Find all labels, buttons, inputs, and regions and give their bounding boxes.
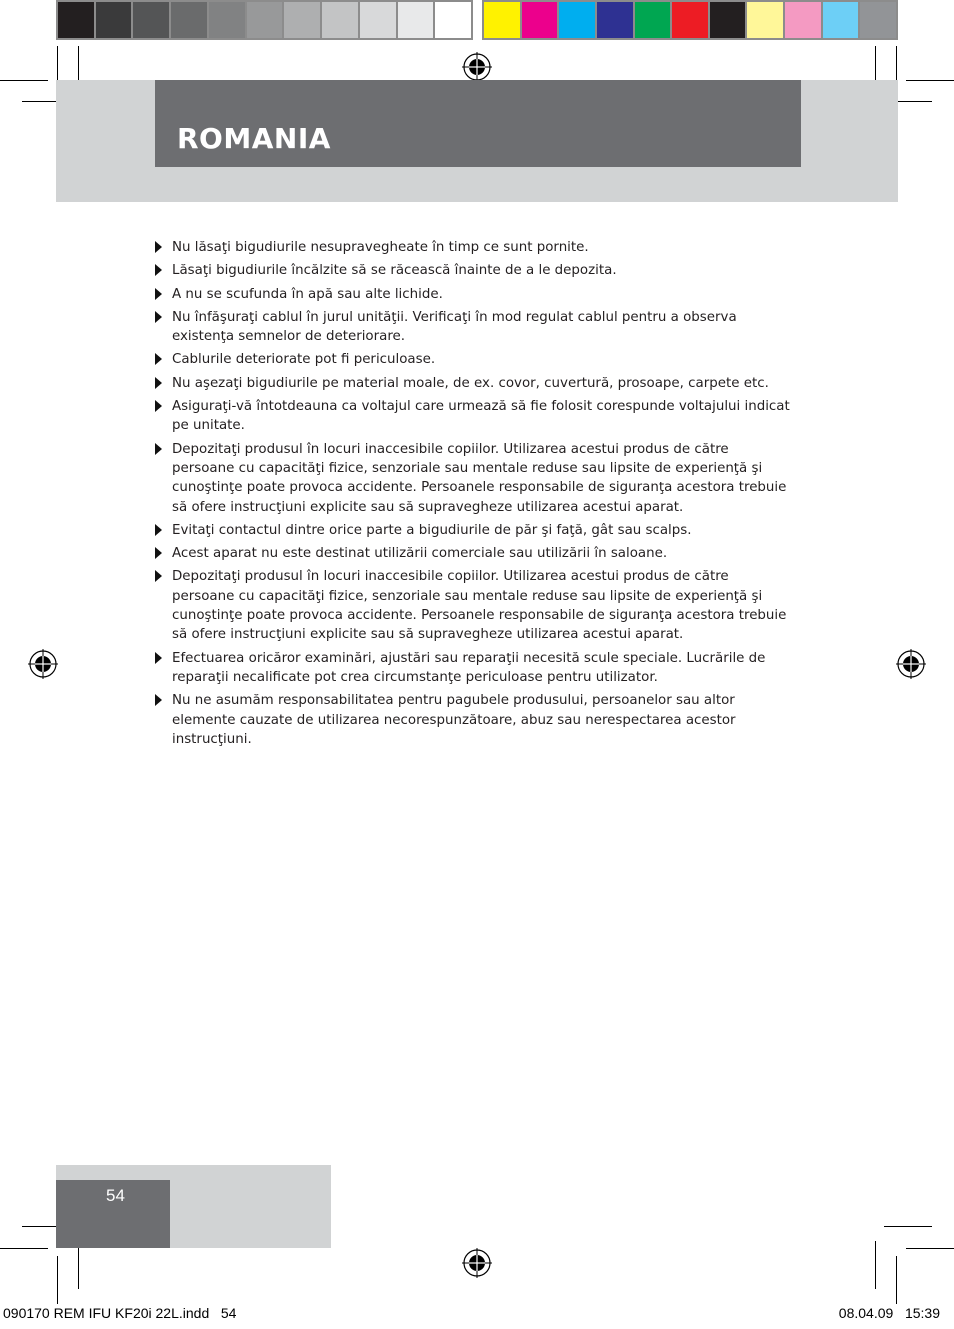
bullet-text: A nu se scufunda în apă sau alte lichide. [172,286,443,302]
registration-mark-icon [462,52,492,82]
registration-mark-icon [896,649,926,679]
triangle-bullet-icon [155,524,162,536]
gray-swatch [96,2,132,38]
bullet-item [153,374,793,393]
gray-swatch [284,2,320,38]
color-swatch [635,2,671,38]
color-swatch [747,2,783,38]
bullet-item [153,440,793,517]
gray-swatch [209,2,245,38]
bullet-item [153,691,793,749]
bullet-text: Evitaţi contactul dintre orice parte a bigudiurile de păr şi faţă, gât sau scalps. [172,522,692,538]
crop-mark [0,80,48,81]
bullet-text: Depozitaţi produsul în locuri inaccesibile copiilor. Utilizarea acestui produs de către persoane cu capacităţi fizice, senzoriale sau mentale reduse sau lipsite de experienţă şi cunoştinţe poate provoca accidente. Persoanele responsabile de siguranţa acestora trebuie să ofere instrucţiuni explicite sau să supravegheze utilizarea acestui aparat. [172,569,787,643]
crop-mark [0,1248,48,1249]
bullet-text: Nu înfăşuraţi cablul în jurul unităţii. Verificaţi în mod regulat cablul pentru a observa existenţa semnelor de deteriorare. [172,309,737,345]
bullet-text: Acest aparat nu este destinat utilizării comerciale sau utilizării în saloane. [172,546,668,562]
bullet-text: Asiguraţi-vă întotdeauna ca voltajul care urmează să fie folosit corespunde voltajului indicat pe unitate. [172,399,790,434]
bullet-item [153,350,793,369]
color-swatch [597,2,633,38]
gray-swatch [58,2,94,38]
registration-mark-icon [462,1248,492,1278]
bullet-text: Efectuarea oricăror examinări, ajustări sau reparaţii necesită scule speciale. Lucrările de reparaţii necalificate pot crea circumstanţe periculoase pentru utilizator. [172,650,766,685]
bullet-item [153,521,793,540]
color-swatch [672,2,708,38]
bullet-item [153,285,793,304]
triangle-bullet-icon [155,264,162,276]
gray-swatch [322,2,358,38]
bullet-text: Lăsaţi bigudiurile încălzite să se răcească înainte de a le depozita. [172,263,617,279]
crop-mark [78,1241,79,1289]
crop-mark [875,1241,876,1289]
bullet-item [153,397,793,436]
triangle-bullet-icon [155,547,162,559]
gray-swatch [133,2,169,38]
bullet-text: Cablurile deteriorate pot fi periculoase. [172,352,436,368]
bullet-item [153,238,793,257]
color-swatch [484,2,520,38]
page-number: 54 [106,1186,125,1205]
page-title: ROMANIA [177,122,331,155]
color-bar [56,0,898,40]
color-swatch [559,2,595,38]
bullet-text: Nu aşezaţi bigudiurile pe material moale, de ex. covor, cuvertură, prosoape, carpete etc. [172,375,769,391]
color-swatch [823,2,859,38]
color-swatch [860,2,896,38]
bullet-item [153,308,793,347]
gray-swatch [247,2,283,38]
slug-filename: 090170 REM IFU KF20i 22L.indd 54 [3,1305,237,1321]
triangle-bullet-icon [155,241,162,253]
grayscale-swatches [56,0,473,40]
bullet-item [153,567,793,644]
bullet-item [153,544,793,563]
color-swatch [522,2,558,38]
registration-mark-icon [28,649,58,679]
triangle-bullet-icon [155,652,162,664]
crop-mark [884,1226,932,1227]
triangle-bullet-icon [155,570,162,582]
crop-mark [906,1248,954,1249]
triangle-bullet-icon [155,353,162,365]
triangle-bullet-icon [155,443,162,455]
gray-swatch [360,2,396,38]
color-swatch [785,2,821,38]
color-swatches [482,0,898,40]
crop-mark [906,80,954,81]
bullet-text: Nu lăsaţi bigudiurile nesupravegheate în timp ce sunt pornite. [172,240,589,255]
triangle-bullet-icon [155,400,162,412]
gray-swatch [171,2,207,38]
gray-swatch [435,2,471,38]
bullet-text: Depozitaţi produsul în locuri inaccesibile copiilor. Utilizarea acestui produs de către persoane cu capacităţi fizice, senzoriale sau mentale reduse sau lipsite de experienţă şi cunoştinţe poate provoca accidente. Persoanele responsabile de siguranţa acestora trebuie să ofere instrucţiuni explicite sau să supravegheze utilizarea acestui aparat. [172,441,787,515]
safety-instructions-list [153,238,793,753]
bullet-text: Nu ne asumăm responsabilitatea pentru pagubele produsului, persoanelor sau altor elemente cauzate de utilizarea necorespunzătoare, abuz sau nerespectarea acestor instrucţiuni. [172,693,736,747]
crop-mark [896,1256,897,1304]
triangle-bullet-icon [155,694,162,706]
triangle-bullet-icon [155,377,162,389]
triangle-bullet-icon [155,311,162,323]
gray-swatch [398,2,434,38]
slug-timestamp: 08.04.09 15:39 [838,1305,940,1321]
color-swatch [710,2,746,38]
bullet-item [153,649,793,688]
triangle-bullet-icon [155,288,162,300]
bullet-item [153,261,793,280]
crop-mark [57,1256,58,1304]
